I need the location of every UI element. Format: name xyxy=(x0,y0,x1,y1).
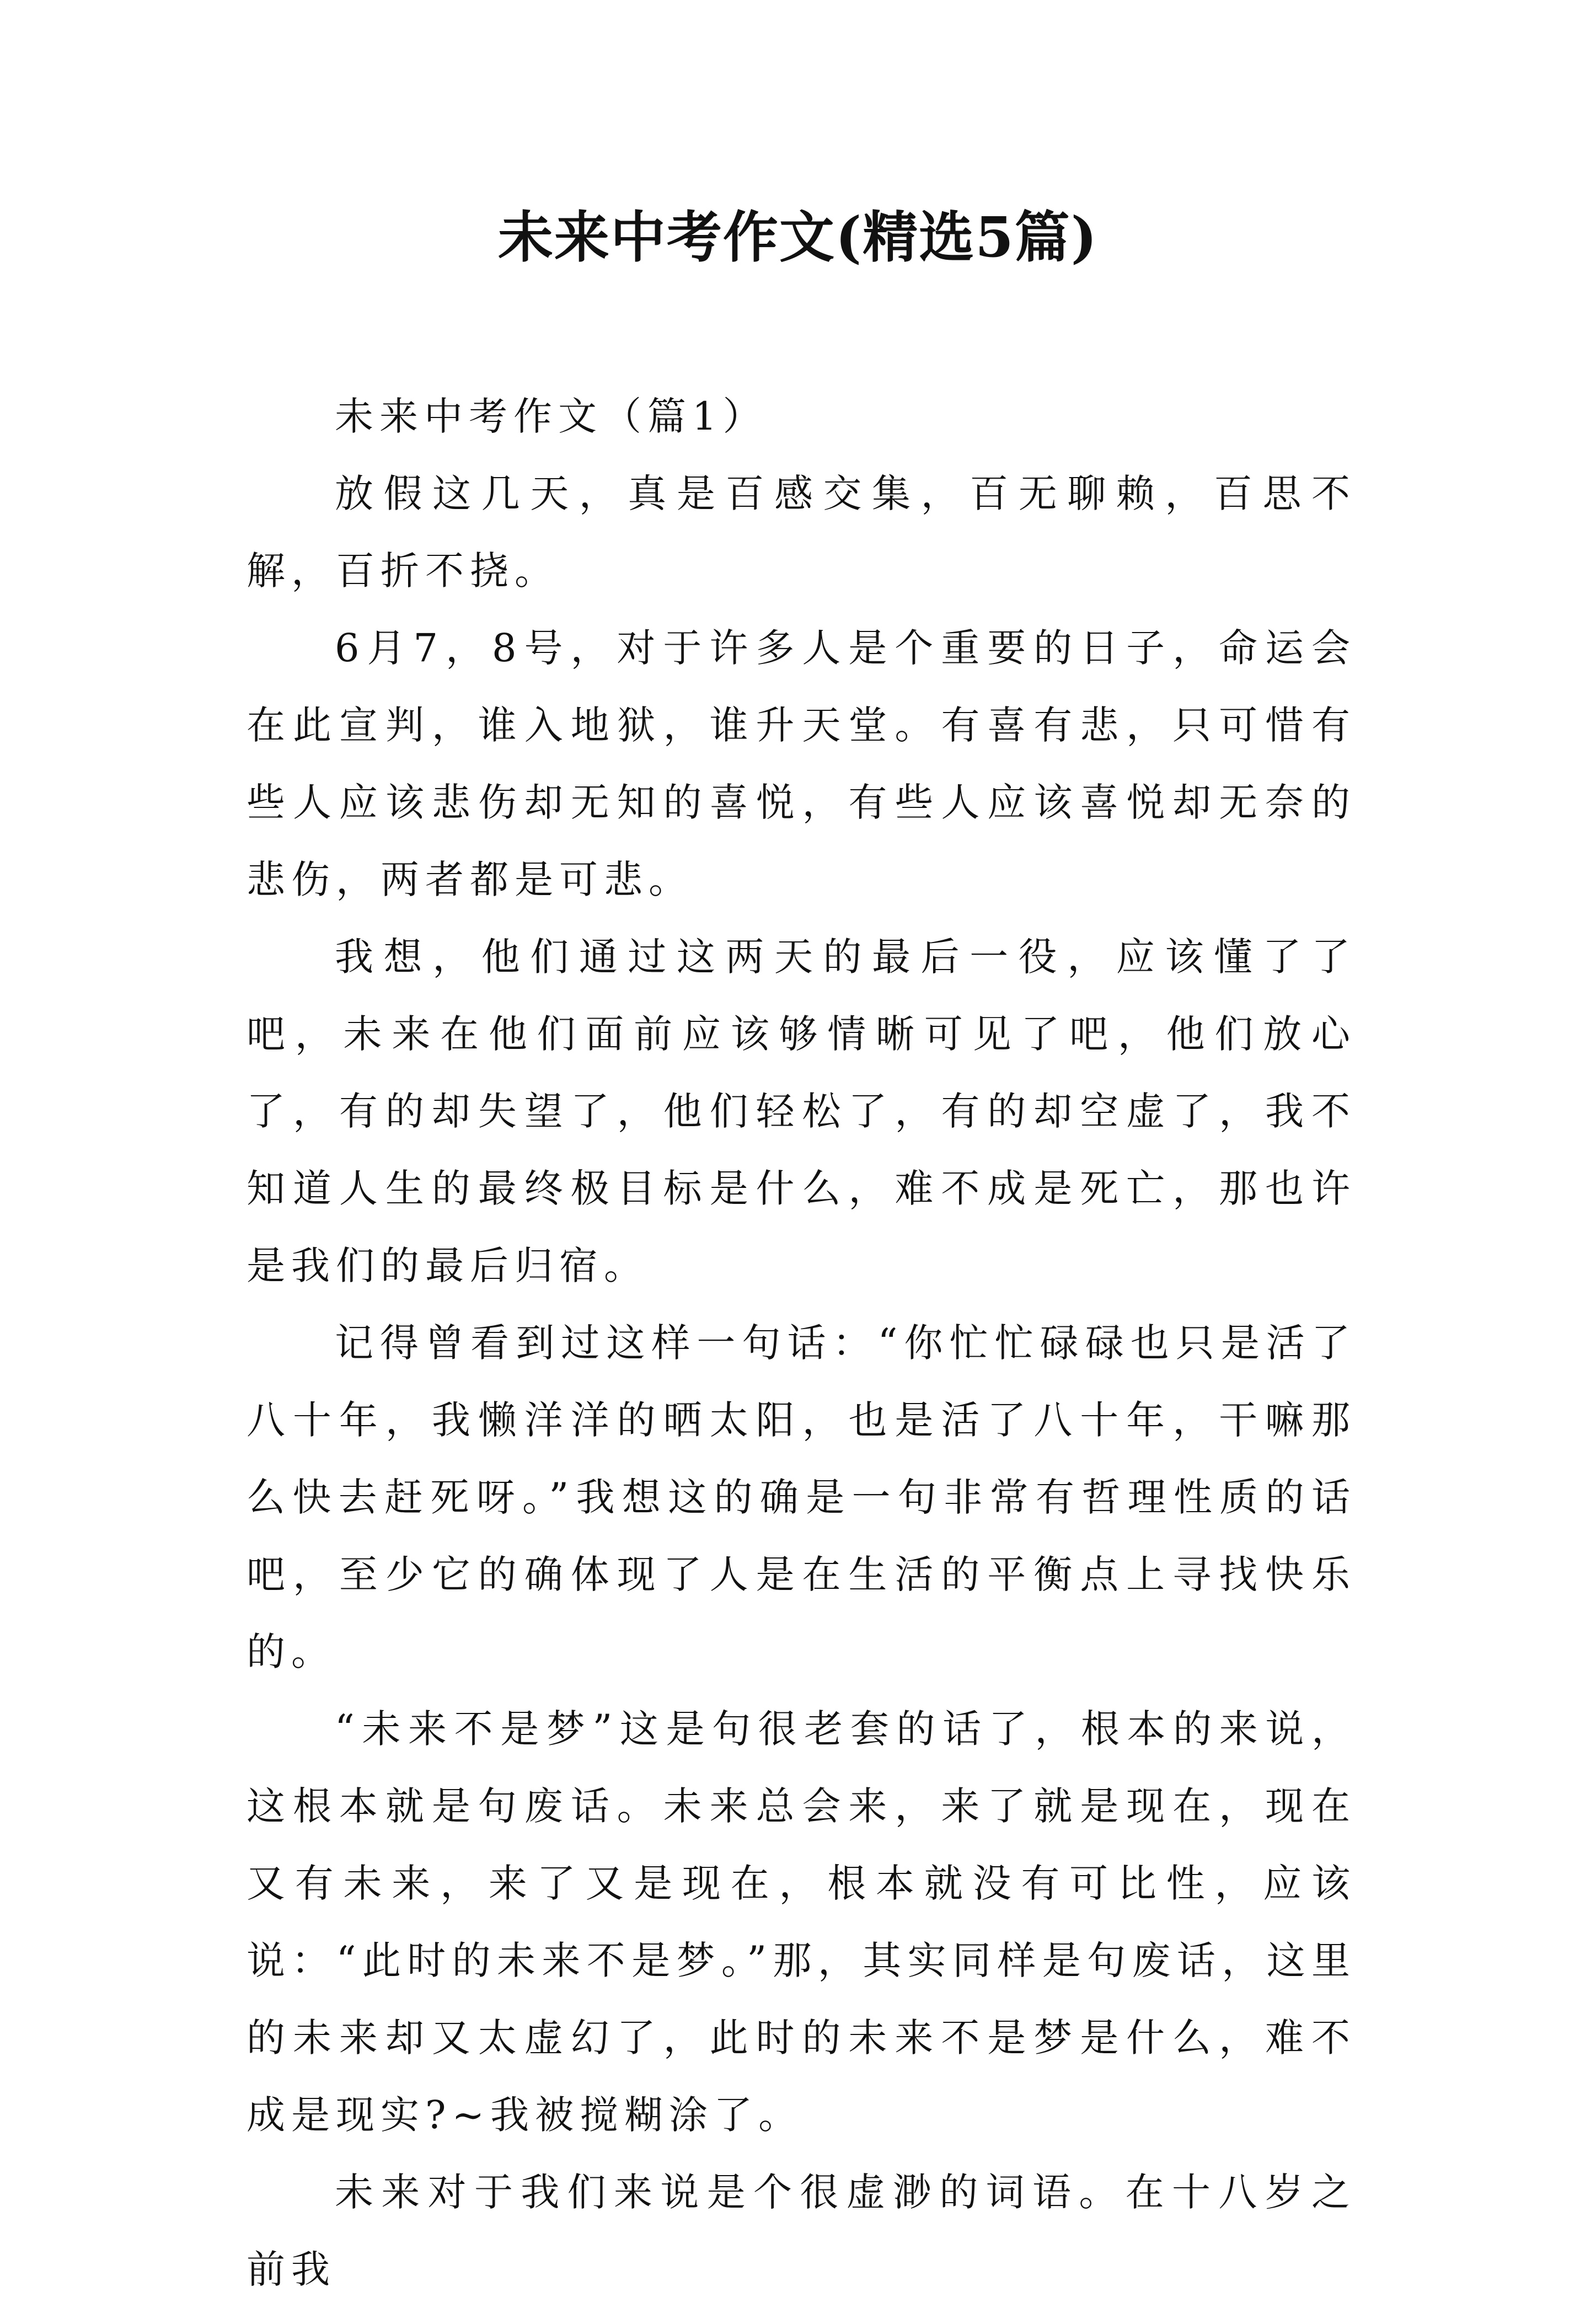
paragraph: “未来不是梦”这是句很老套的话了，根本的来说，这根本就是句废话。未来总会来，来了就是现在，现在又有未来，来了又是现在，根本就没有可比性，应该说：“此时的未来不是梦。”那，其实同样是句废话，这里的未来却又太虚幻了，此时的未来不是梦是什么，难不成是现实?~我被搅糊涂了。 xyxy=(247,1706,1356,2138)
paragraph: 未来对于我们来说是个很虚渺的词语。在十八岁之前我 xyxy=(247,2170,1356,2292)
paragraph: 我想，他们通过这两天的最后一役，应该懂了了吧，未来在他们面前应该够情晰可见了吧，他们放心了，有的却失望了，他们轻松了，有的却空虚了，我不知道人生的最终极目标是什么，难不成是死亡，那也许是我们的最后归宿。 xyxy=(247,934,1356,1288)
paragraph: 记得曾看到过这样一句话：“你忙忙碌碌也只是活了八十年，我懒洋洋的晒太阳，也是活了八十年，干嘛那么快去赶死呀。”我想这的确是一句非常有哲理性质的话吧，至少它的确体现了人是在生活的平衡点上寻找快乐的。 xyxy=(247,1320,1356,1674)
document-body xyxy=(247,378,1356,2308)
document-title: 未来中考作文(精选5篇) xyxy=(497,205,1099,270)
paragraph: 6月7，8号，对于许多人是个重要的日子，命运会在此宣判，谁入地狱，谁升天堂。有喜有悲，只可惜有些人应该悲伤却无知的喜悦，有些人应该喜悦却无奈的悲伤，两者都是可悲。 xyxy=(247,625,1356,902)
essay-heading: 未来中考作文（篇1） xyxy=(335,394,768,439)
paragraph: 放假这几天，真是百感交集，百无聊赖，百思不解，百折不挠。 xyxy=(247,471,1356,593)
